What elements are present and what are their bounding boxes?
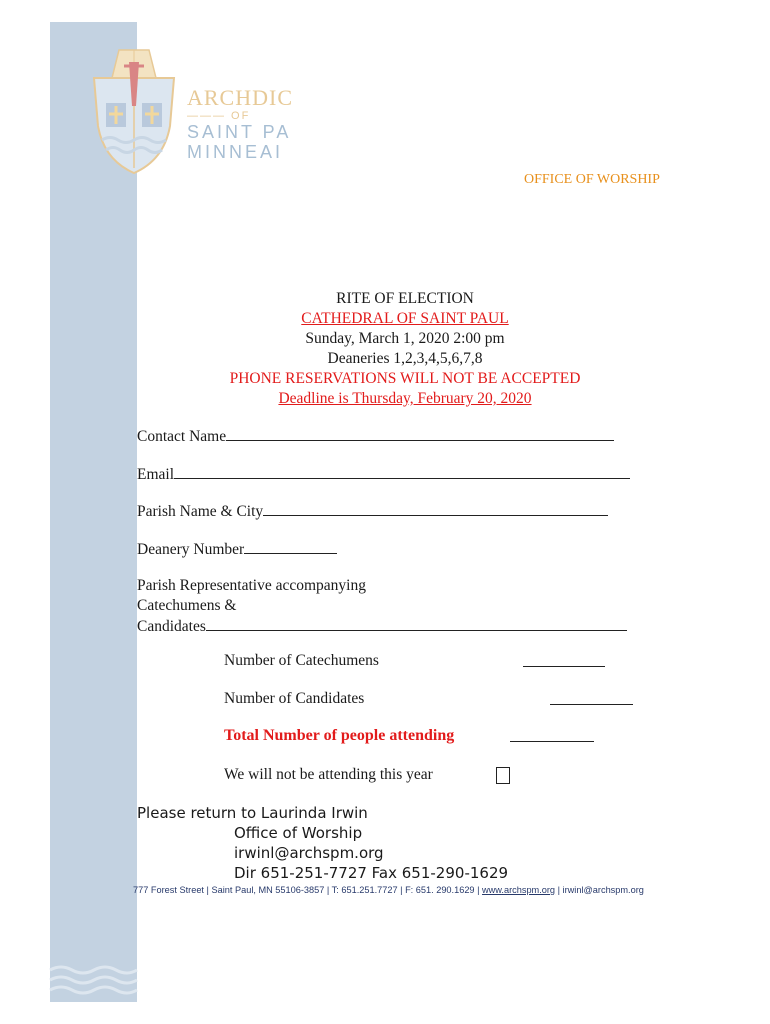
wave-decoration	[50, 960, 137, 1002]
deanery-field[interactable]	[244, 539, 337, 554]
contact-name-field[interactable]	[226, 426, 614, 441]
wordmark-line-1: ARCHDIC	[187, 85, 294, 110]
event-datetime: Sunday, March 1, 2020 2:00 pm	[305, 330, 505, 347]
catechumens-label: Number of Catechumens	[224, 652, 379, 669]
candidates-field[interactable]	[550, 704, 633, 705]
representative-label-3: Candidates	[137, 618, 206, 635]
email-field[interactable]	[174, 464, 630, 479]
contact-name-row	[137, 426, 614, 446]
parish-field[interactable]	[263, 501, 608, 516]
representative-label-2: Catechumens &	[137, 597, 237, 614]
parish-row	[137, 501, 608, 521]
total-label: Total Number of people attending	[224, 727, 455, 744]
footer-email-link[interactable]: irwinl@archspm.org	[562, 885, 644, 895]
email-row	[137, 464, 630, 484]
return-line-1: Please return to Laurinda Irwin	[137, 804, 368, 822]
return-line-4: Dir 651-251-7727 Fax 651-290-1629	[234, 864, 509, 882]
representative-label-1: Parish Representative accompanying	[137, 577, 366, 594]
archdiocese-crest-icon	[84, 48, 184, 178]
deanery-label: Deanery Number	[137, 541, 245, 558]
office-title: OFFICE OF WORSHIP	[524, 172, 660, 187]
catechumens-field[interactable]	[523, 666, 605, 667]
email-label: Email	[137, 466, 175, 483]
wordmark-line-2: ——— OF	[187, 110, 251, 122]
return-info	[137, 803, 508, 883]
phone-notice: PHONE RESERVATIONS WILL NOT BE ACCEPTED	[229, 370, 581, 387]
footer-contact	[133, 885, 644, 895]
event-title: RITE OF ELECTION	[336, 290, 474, 307]
return-line-2: Office of Worship	[234, 824, 363, 842]
footer-separator: |	[555, 885, 563, 895]
event-header	[170, 289, 640, 409]
candidates-label: Number of Candidates	[224, 690, 365, 707]
footer-address: 777 Forest Street | Saint Paul, MN 55106-3857 | T: 651.251.7727 | F: 651. 290.1629 |	[133, 885, 483, 895]
deanery-row	[137, 539, 337, 559]
wordmark-line-3: SAINT PA	[187, 122, 292, 142]
not-attending-label: We will not be attending this year	[224, 766, 433, 783]
parish-label: Parish Name & City	[137, 503, 264, 520]
archdiocese-wordmark	[187, 85, 294, 166]
total-field[interactable]	[510, 741, 594, 742]
wordmark-line-4: MINNEAI	[187, 142, 284, 162]
event-location: CATHEDRAL OF SAINT PAUL	[301, 310, 509, 327]
representative-field[interactable]	[206, 616, 627, 631]
event-deaneries: Deaneries 1,2,3,4,5,6,7,8	[327, 350, 483, 367]
footer-website-link[interactable]: www.archspm.org	[482, 885, 556, 895]
deadline-notice: Deadline is Thursday, February 20, 2020	[278, 390, 532, 407]
not-attending-checkbox[interactable]	[496, 767, 510, 784]
return-line-3: irwinl@archspm.org	[234, 844, 384, 862]
contact-name-label: Contact Name	[137, 428, 227, 445]
representative-row	[137, 576, 627, 637]
